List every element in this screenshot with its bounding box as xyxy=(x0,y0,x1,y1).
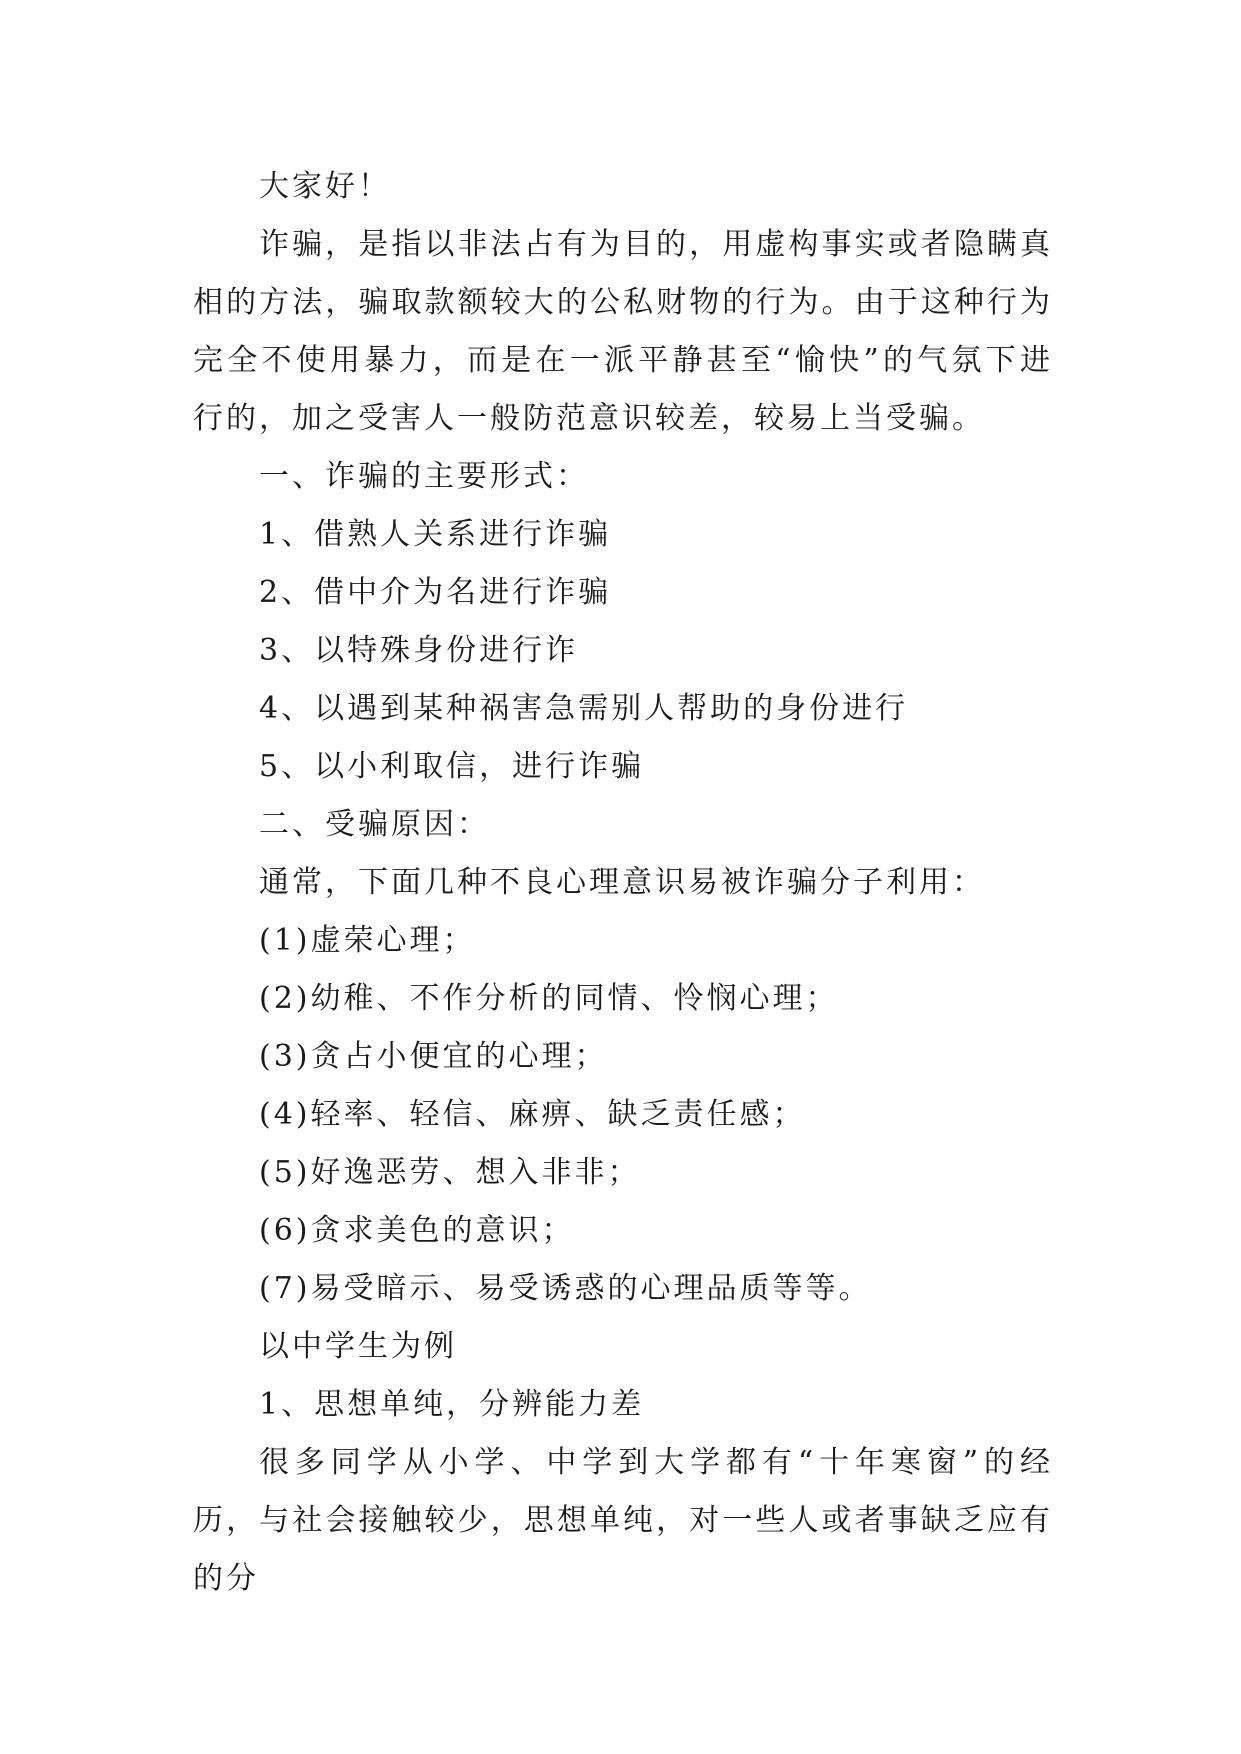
reasons-intro: 通常，下面几种不良心理意识易被诈骗分子利用： xyxy=(259,865,985,900)
example-heading: 以中学生为例 xyxy=(259,1329,457,1364)
document-body xyxy=(193,158,1053,1608)
section-heading-reasons: 二、受骗原因： xyxy=(259,807,490,842)
list-item: (7)易受暗示、易受诱惑的心理品质等等。 xyxy=(259,1271,872,1306)
list-item: 1、借熟人关系进行诈骗 xyxy=(259,517,612,552)
list-item: 2、借中介为名进行诈骗 xyxy=(259,575,612,610)
section-heading-forms: 一、诈骗的主要形式： xyxy=(259,459,589,494)
list-item: (3)贪占小便宜的心理； xyxy=(259,1039,608,1074)
intro-paragraph: 诈骗，是指以非法占有为目的，用虚构事实或者隐瞒真相的方法，骗取款额较大的公私财物的行为。由于这种行为完全不使用暴力，而是在一派平静甚至“愉快”的气氛下进行的，加之受害人一般防范意识较差，较易上当受骗。 xyxy=(193,227,1053,436)
list-item: (4)轻率、轻信、麻痹、缺乏责任感； xyxy=(259,1097,806,1132)
list-item: (5)好逸恶劳、想入非非； xyxy=(259,1155,641,1190)
list-item: 1、思想单纯，分辨能力差 xyxy=(259,1387,645,1422)
list-item: 4、以遇到某种祸害急需别人帮助的身份进行 xyxy=(259,691,909,726)
list-item: 3、以特殊身份进行诈 xyxy=(259,633,579,668)
greeting: 大家好！ xyxy=(259,169,391,204)
list-item: (1)虚荣心理； xyxy=(259,923,476,958)
list-item: (6)贪求美色的意识； xyxy=(259,1213,575,1248)
list-item: 5、以小利取信，进行诈骗 xyxy=(259,749,645,784)
body-paragraph: 很多同学从小学、中学到大学都有“十年寒窗”的经历，与社会接触较少，思想单纯，对一些人或者事缺乏应有的分 xyxy=(193,1445,1053,1596)
list-item: (2)幼稚、不作分析的同情、怜悯心理； xyxy=(259,981,839,1016)
